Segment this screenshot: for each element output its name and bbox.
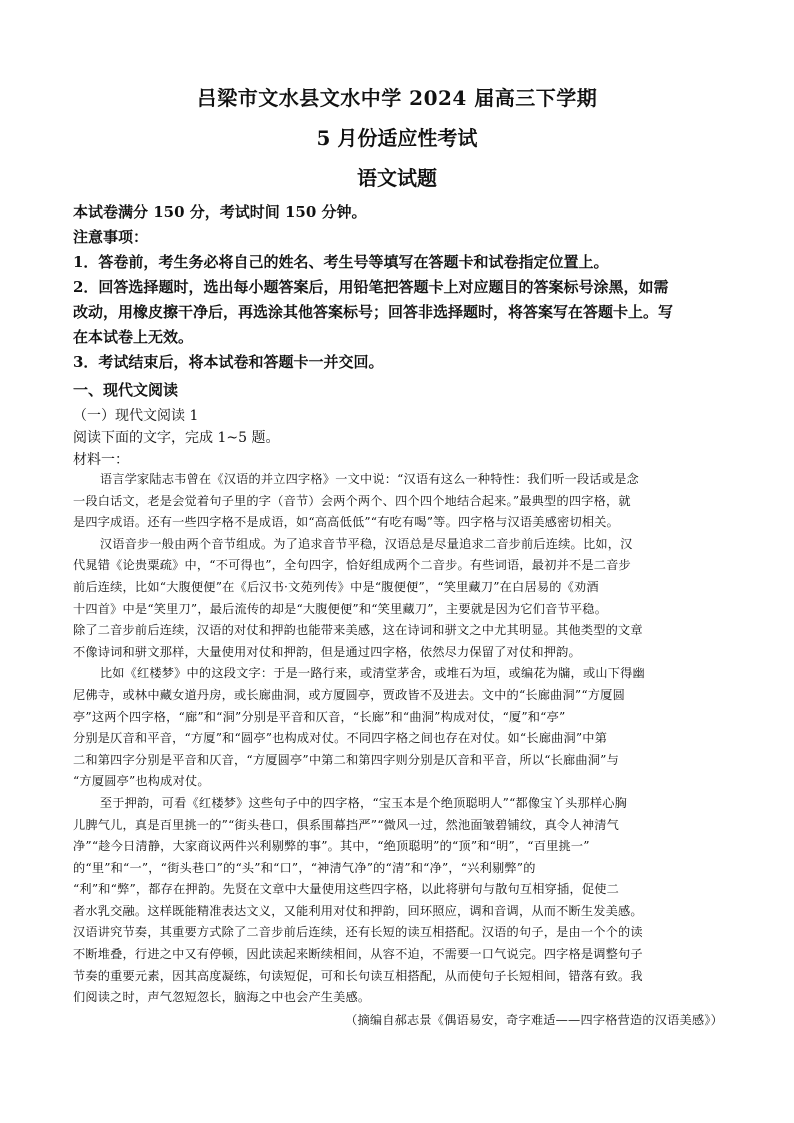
passage-line: “方厦圆亭”也构成对仗。 (73, 774, 210, 789)
section-header (73, 378, 723, 403)
passage-line: 尼佛寺，或林中藏女道丹房，或长廊曲洞，或方厦圆亭，贾政皆不及进去。文中的“长廊曲洞”“方厦圆 (73, 687, 625, 702)
passage-line: 汉语音步一般由两个音节组成。为了追求音节平稳，汉语总是尽量追求二音步前后连续。比如，汉 (99, 536, 633, 551)
passage-line: 净”“趁今日清静，大家商议两件兴利剔弊的事”。其中，“绝顶聪明”的“顶”和“明”，“百里挑一” (73, 839, 590, 854)
passage-paragraph (73, 793, 723, 1009)
material-label: 材料一： (73, 452, 129, 468)
passage-line: 亭”这两个四字格，“廊”和“洞”分别是平音和仄音，“长廊”和“曲洞”构成对仗，“厦”和“亭” (73, 709, 566, 724)
passage-line: 是四字成语。还有一些四字格不是成语，如“高高低低”“有吃有喝”等。四字格与汉语美感密切相关。 (73, 515, 619, 530)
passage-line: 儿脾气儿，真是百里挑一的”“街头巷口，俱系围幕挡严”“微风一过，然池面皱碧铺纹，真令人神清气 (73, 817, 619, 832)
note-2-line-1: 2．回答选择题时，选出每小题答案后，用铅笔把答题卡上对应题目的答案标号涂黑，如需 (73, 278, 669, 296)
passage-line: 除了二音步前后连续，汉语的对仗和押韵也能带来美感，这在诗词和骈文之中尤其明显。其他类型的文章 (73, 623, 643, 638)
passage-line: 前后连续，比如“大腹便便”在《后汉书·文苑列传》中是“腹便便”，“笑里藏刀”在白居易的《劝酒 (73, 579, 599, 594)
passage-line: “利”和“弊”，都存在押韵。先贤在文章中大量使用这些四字格，以此将骈句与散句互相穿插，促使二 (73, 882, 619, 897)
exam-title: 吕梁市文水县文水中学 2024 届高三下学期 (196, 86, 598, 110)
reading-prompt: 阅读下面的文字，完成 1~5 题。 (73, 430, 280, 446)
note-2-line-3: 在本试卷上无效。 (73, 328, 194, 346)
passage-line: 不像诗词和骈文那样，大量使用对仗和押韵，但是通过四字格，依然尽力保留了对仗和押韵。 (73, 644, 581, 659)
passage-line: 的“里”和“一”，“街头巷口”的“头”和“口”，“神清气净”的“清”和“净”，“兴利剔弊”的 (73, 860, 536, 875)
passage-paragraph (73, 534, 723, 664)
subsection (73, 405, 723, 471)
reading-passage (73, 469, 723, 1031)
passage-line: 不断堆叠，行进之中又有停顿，因此读起来断续相间，从容不迫，不需要一口气说完。四字格是调整句子 (73, 947, 643, 962)
passage-line: 语言学家陆志韦曾在《汉语的并立四字格》一文中说：“汉语有这么一种特性：我们听一段话或是念 (99, 472, 639, 486)
passage-paragraph (73, 663, 723, 793)
passage-body (73, 469, 723, 1009)
note-2-line-2: 改动，用橡皮擦干净后，再选涂其他答案标号；回答非选择题时，将答案写在答题卡上。写 (73, 303, 674, 321)
note-3: 3．考试结束后，将本试卷和答题卡一并交回。 (73, 353, 384, 371)
passage-line: 汉语讲究节奏，其重要方式除了二音步前后连续，还有长短的读互相搭配。汉语的句子，是由一个个的读 (73, 925, 643, 940)
passage-line: 比如《红楼梦》中的这段文字：于是一路行来，或清堂茅舍，或堆石为垣，或编花为牖，或山下得幽 (99, 666, 645, 681)
passage-paragraph (73, 469, 723, 534)
part-heading: 一、现代文阅读 (73, 381, 179, 399)
score-line: 本试卷满分 150 分，考试时间 150 分钟。 (73, 203, 367, 221)
passage-line: 十四首》中是“笑里刀”，最后流传的却是“大腹便便”和“笑里藏刀”，主要就是因为它们音节平稳。 (73, 601, 608, 616)
note-1: 1．答卷前，考生务必将自己的姓名、考生号等填写在答题卡和试卷指定位置上。 (73, 253, 609, 271)
passage-line: 者水乳交融。这样既能精准表达文义，又能利用对仗和押韵，回环照应，调和音调，从而不断生发美感。 (73, 903, 643, 918)
passage-line: 们阅读之时，声气忽短忽长，脑海之中也会产生美感。 (73, 990, 371, 1005)
instructions (73, 200, 723, 375)
passage-line: 代晁错《论贵粟疏》中，“不可得也”，全句四字，恰好组成两个二音步。有些词语，最初并不是二音步 (73, 558, 631, 573)
passage-line: 节奏的重要元素，因其高度凝练，句读短促，可和长句读互相搭配，从而使句子长短相间，错落有致。我 (73, 968, 643, 983)
subsection-heading: （一）现代文阅读 1 (73, 408, 199, 424)
passage-line: 分别是仄音和平音，“方厦”和“圆亭”也构成对仗。不同四字格之间也存在对仗。如“长廊曲洞”中第 (73, 731, 608, 746)
passage-source: （摘编自郝志景《偶语易安，奇字难适——四字格营造的汉语美感》） (345, 1012, 723, 1027)
passage-line: 二和第四字分别是平音和仄音，“方厦圆亭”中第二和第四字则分别是仄音和平音，所以“长廊曲洞”与 (73, 752, 619, 767)
subject-title: 语文试题 (357, 166, 437, 190)
passage-line: 一段白话文，老是会觉着句子里的字（音节）会两个两个、四个四个地结合起来。”最典型的四字格，就 (73, 493, 631, 508)
exam-subtitle: 5 月份适应性考试 (316, 126, 478, 150)
notes-heading: 注意事项： (73, 228, 149, 246)
passage-line: 至于押韵，可看《红楼梦》这些句子中的四字格，“宝玉本是个绝顶聪明人”“都像宝丫头那样心胸 (99, 795, 628, 810)
